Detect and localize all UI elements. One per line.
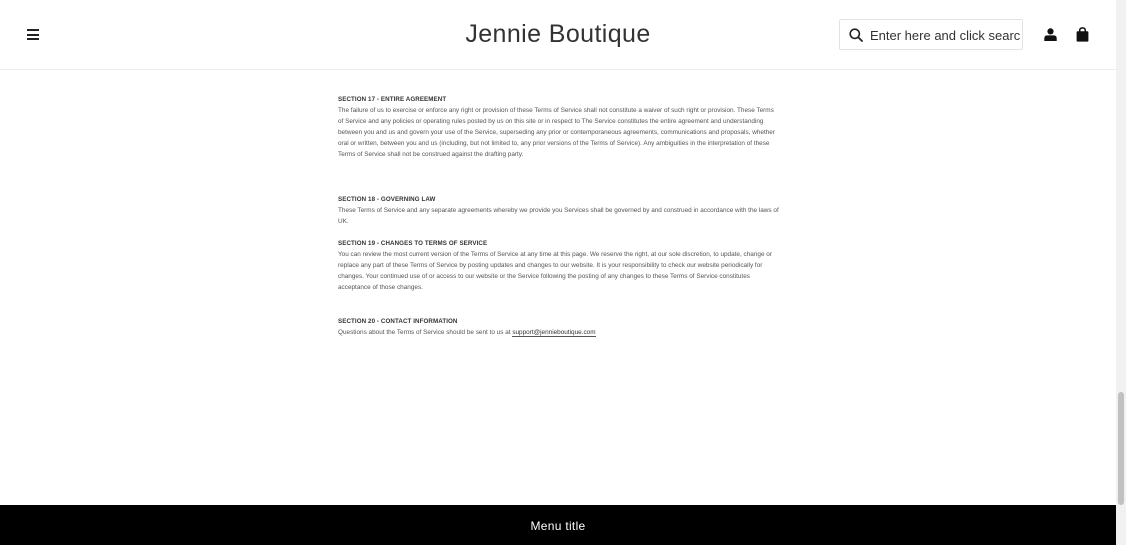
shopping-bag-icon[interactable] (1076, 27, 1089, 42)
section-heading: SECTION 19 - CHANGES TO TERMS OF SERVICE (338, 240, 488, 247)
section-governing-law (338, 194, 780, 227)
section-text: The failure of us to exercise or enforce any right or provision of these Terms of Service shall not constitute a waiver of such right or provision. These Terms of Service and any policies or operating rules posted by us on this site or in respect to The Service constitutes the entire agreement and understanding between you and us and govern your use of the Service, superseding any prior or contemporaneous agreements, communications and proposals, whether oral or written, between you and us (including, but not limited to, any prior versions of the Terms of Service). Any ambiguities in the interpretation of these Terms of Service shall not be construed against the drafting party. (338, 107, 775, 159)
section-heading: SECTION 18 - GOVERNING LAW (338, 196, 436, 203)
site-header (0, 0, 1116, 70)
section-text: These Terms of Service and any separate agreements whereby we provide you Services shall be governed by and construed in accordance with the laws of UK. (338, 207, 779, 226)
search-box[interactable] (839, 19, 1023, 50)
footer-menu-title: Menu title (530, 519, 586, 533)
section-changes-to-terms (338, 238, 780, 293)
search-icon[interactable] (849, 28, 863, 42)
page-scrollbar[interactable] (1116, 0, 1126, 505)
user-account-icon[interactable] (1044, 28, 1057, 41)
section-text: You can review the most current version of the Terms of Service at any time at this page. We reserve the right, at our sole discretion, to update, change or replace any part of these Terms of Service by posting updates and changes to our website. It is your responsibility to check our website periodically for changes. Your continued use of or access to our website or the Service following the posting of any changes to these Terms of Service constitutes acceptance of those changes. (338, 251, 772, 292)
section-heading: SECTION 17 - ENTIRE AGREEMENT (338, 96, 447, 103)
brand-logo-text[interactable]: Jennie Boutique (465, 20, 651, 48)
section-entire-agreement (338, 94, 780, 161)
section-heading: SECTION 20 - CONTACT INFORMATION (338, 318, 458, 325)
scrollbar-track-lower (1116, 505, 1126, 545)
footer-bar (0, 505, 1116, 545)
search-input[interactable] (870, 24, 1020, 46)
section-contact-information (338, 316, 780, 338)
contact-text: Questions about the Terms of Service should be sent to us at (338, 329, 511, 337)
scrollbar-thumb[interactable] (1118, 392, 1124, 505)
support-email-link[interactable]: support@jennieboutique.com (512, 329, 596, 337)
section-text (338, 327, 780, 338)
